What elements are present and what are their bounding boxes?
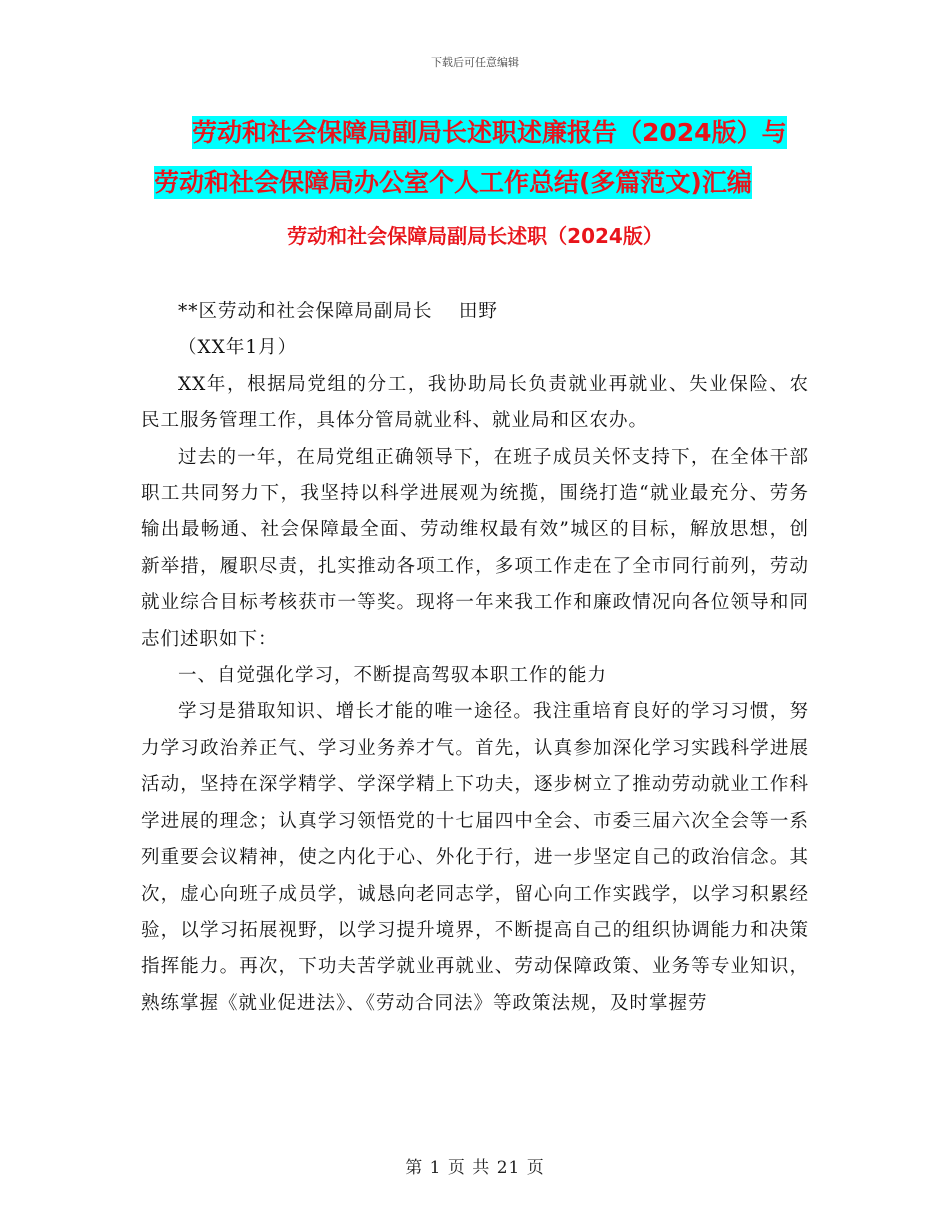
page-footer: 第 1 页 共 21 页 — [405, 1158, 545, 1178]
author-line: **区劳动和社会保障局副局长 田野 — [178, 301, 498, 322]
section-heading: 一、自觉强化学习，不断提高驾驭本职工作的能力 — [178, 665, 608, 687]
paragraph: 过去的一年，在局党组正确领导下，在班子成员关怀支持下，在全体干部职工共同努力下，我坚持以科学进展观为统揽，围绕打造“就业最充分、劳务输出最畅通、社会保障最全面、劳动维权最有效”城区的目标，解放思想，创新举措，履职尽责，扎实推动各项工作，多项工作走在了全市同行前列，劳动就业综合目标考核获市一等奖。现将一年来我工作和廉政情况向各位领导和同志们述职如下： — [141, 446, 809, 650]
title-line-2-text: 劳动和社会保障局办公室个人工作总结(多篇范文)汇编 — [154, 168, 752, 197]
header-note: 下载后可任意编辑 — [431, 56, 519, 69]
title-line-1-text: 劳动和社会保障局副局长述职述廉报告（2024版）与 — [192, 118, 787, 147]
document-title — [140, 108, 820, 208]
date-line: （XX年1月） — [178, 337, 298, 359]
section-title: 劳动和社会保障局副局长述职（2024版） — [287, 224, 663, 248]
paragraph: 学习是猎取知识、增长才能的唯一途径。我注重培育良好的学习习惯，努力学习政治养正气、学习业务养才气。首先，认真参加深化学习实践科学进展活动，坚持在深学精学、学深学精上下功夫，逐步树立了推动劳动就业工作科学进展的理念；认真学习领悟党的十七届四中全会、市委三届六次全会等一系列重要会议精神，使之内化于心、外化于行，进一步坚定自己的政治信念。其次，虚心向班子成员学，诚恳向老同志学，留心向工作实践学，以学习积累经验，以学习拓展视野，以学习提升境界，不断提高自己的组织协调能力和决策指挥能力。再次，下功夫苦学就业再就业、劳动保障政策、业务等专业知识，熟练掌握《就业促进法》、《劳动合同法》等政策法规，及时掌握劳 — [141, 701, 809, 1014]
paragraph: XX年，根据局党组的分工，我协助局长负责就业再就业、失业保险、农民工服务管理工作，具体分管局就业科、就业局和区农办。 — [141, 373, 809, 432]
title-line-2 — [154, 158, 820, 208]
title-line-1 — [140, 108, 820, 158]
body-text — [141, 294, 809, 1022]
